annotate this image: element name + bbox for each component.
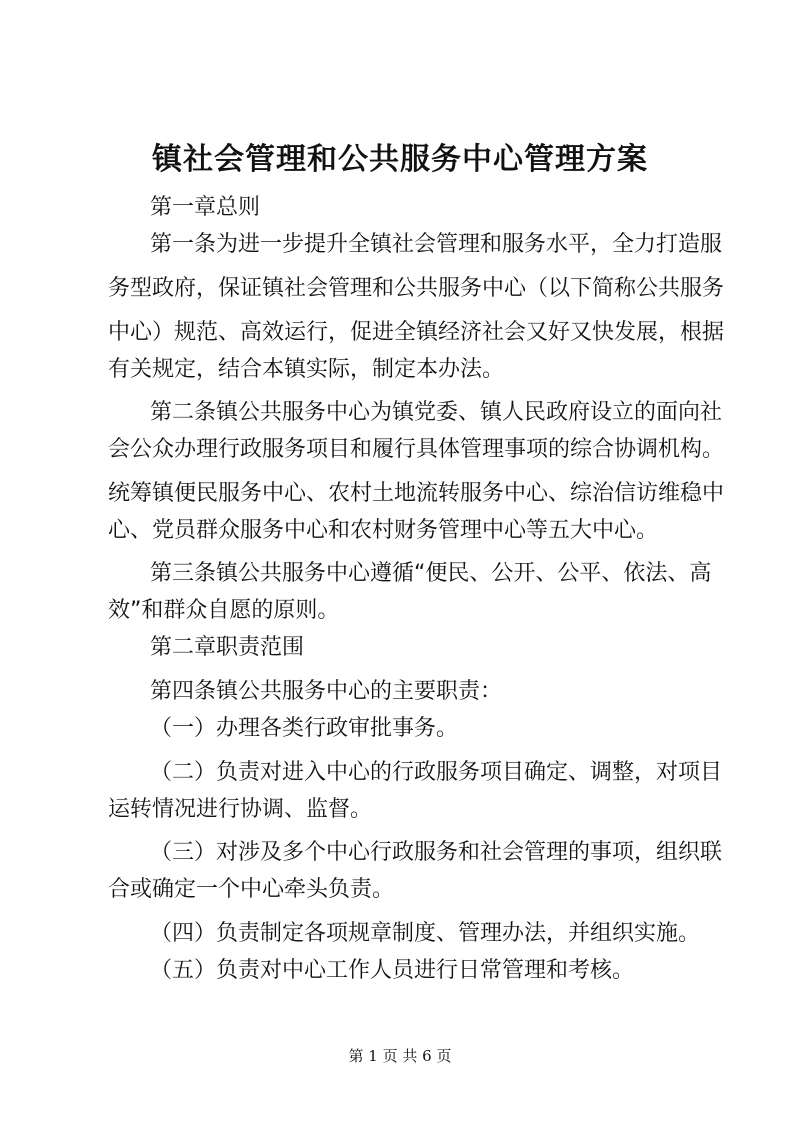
- item-4: （四）负责制定各项规章制度、管理办法，并组织实施。: [150, 921, 701, 946]
- article-4-line-1: 第四条镇公共服务中心的主要职责：: [150, 679, 503, 704]
- item-1: （一）办理各类行政审批事务。: [150, 716, 459, 741]
- item-3-line-1: （三）对涉及多个中心行政服务和社会管理的事项，组织联: [150, 840, 723, 865]
- article-3-line-1: 第三条镇公共服务中心遵循“便民、公开、公平、依法、高: [150, 561, 712, 586]
- article-3-line-2: 效”和群众自愿的原则。: [108, 598, 340, 623]
- chapter-heading-2: 第二章职责范围: [150, 635, 305, 660]
- chapter-heading-1: 第一章总则: [150, 195, 261, 220]
- article-1-line-3: 中心）规范、高效运行，促进全镇经济社会又好又快发展，根据: [108, 320, 725, 345]
- item-2-line-1: （二）负责对进入中心的行政服务项目确定、调整，对项目: [150, 760, 723, 785]
- article-1-line-2: 务型政府，保证镇社会管理和公共服务中心（以下简称公共服务: [108, 276, 725, 301]
- item-3-line-2: 合或确定一个中心牵头负责。: [108, 877, 395, 902]
- document-title: 镇社会管理和公共服务中心管理方案: [152, 142, 648, 177]
- article-2-line-3: 统筹镇便民服务中心、农村土地流转服务中心、综治信访维稳中: [108, 481, 725, 506]
- article-2-line-4: 心、党员群众服务中心和农村财务管理中心等五大中心。: [108, 518, 659, 543]
- article-2-line-2: 会公众办理行政服务项目和履行具体管理事项的综合协调机构。: [108, 437, 725, 462]
- article-1-line-1: 第一条为进一步提升全镇社会管理和服务水平，全力打造服: [150, 232, 723, 257]
- article-2-line-1: 第二条镇公共服务中心为镇党委、镇人民政府设立的面向社: [150, 400, 723, 425]
- item-2-line-2: 运转情况进行协调、监督。: [108, 797, 373, 822]
- article-1-line-4: 有关规定，结合本镇实际，制定本办法。: [108, 357, 505, 382]
- page-number-footer: 第 1 页 共 6 页: [348, 1047, 452, 1065]
- item-5: （五）负责对中心工作人员进行日常管理和考核。: [150, 958, 635, 983]
